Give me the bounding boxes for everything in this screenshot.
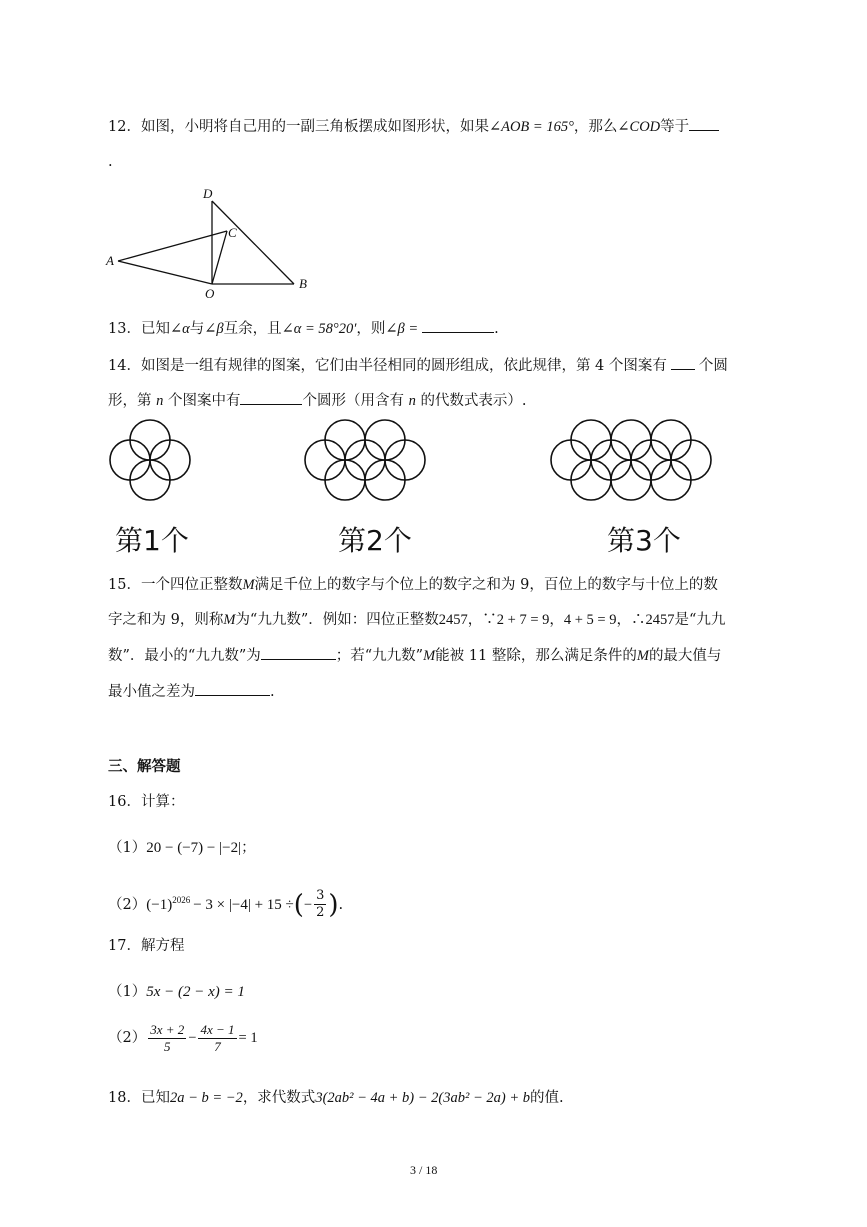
q15-text-i: 的最大值与 [648, 648, 722, 664]
q12-text [108, 116, 719, 137]
q13-text [108, 318, 499, 339]
q15-example-number2: 2457 [645, 612, 675, 628]
pattern3-circle [671, 440, 711, 480]
q17-frac1 [148, 1022, 186, 1055]
q16-expr2-end: . [338, 896, 344, 913]
q14-line2-mid2: 个圆形（用含有 [302, 393, 404, 409]
q14-line2-text: 形，第 [108, 393, 152, 409]
q13-label: 13．已知 [108, 321, 170, 337]
q17-frac1-den: 5 [164, 1038, 171, 1054]
pattern1-circle [130, 420, 170, 460]
q12-tail: 等于 [660, 119, 690, 135]
q17-part2: （2） $\frac{3x + 2}{5}$ − $\frac{4x - 1}{7}$ = 1 [108, 1021, 258, 1054]
q15-line2 [108, 610, 725, 630]
section-title: 三、解答题 [108, 758, 181, 775]
q16-part2: $(2)(-1)^{2026} - 3 \times |-4| + 15$ ÷(− $\frac{3}{2}$ ). [108, 888, 344, 921]
q17-frac2-den: 7 [214, 1038, 221, 1054]
q15-comma2: ， [549, 612, 564, 628]
q13-answer-blank [422, 318, 494, 333]
q16-fraction [314, 888, 326, 921]
q15-comma: ， [467, 612, 483, 628]
q16-expr2-exp: 2026 [172, 895, 191, 905]
pattern3-circle [651, 460, 691, 500]
q18-tail: 的值. [530, 1090, 564, 1106]
q17-expr1: 5x − (2 − x) = 1 [146, 984, 245, 1000]
q15-text-g: ；若“九九数” [335, 648, 424, 664]
pattern1-circle [130, 460, 170, 500]
q18-text [108, 1088, 564, 1108]
pattern3-circle [571, 460, 611, 500]
pattern2-circle [365, 460, 405, 500]
q16-expr1-end: ； [241, 840, 256, 856]
pattern3-circle [571, 420, 611, 460]
q14-line1 [108, 355, 728, 376]
triangle-figure [100, 185, 320, 305]
point-b-label: B [299, 276, 307, 291]
q13-ask: ∠β = [385, 321, 419, 337]
q13-alpha: ∠α [169, 321, 190, 337]
q16-expr2-base: (−1) [146, 896, 173, 913]
q16-part1 [108, 838, 256, 858]
pattern2-circle [345, 440, 385, 480]
q14-n-var2: n [408, 393, 416, 409]
pattern2-circle [305, 440, 345, 480]
q16-frac-den: 2 [316, 905, 325, 921]
q15-line4 [108, 681, 275, 702]
q16-frac-num: 3 [316, 888, 325, 904]
q14-line1-text: 14．如图是一组有规律的图案，它们由半径相同的圆形组成，依此规律，第 4 个图案有 [108, 358, 667, 374]
q17-rhs: = 1 [238, 1030, 258, 1046]
q15-text-c: 字之和为 9，则称 [108, 612, 224, 628]
q17-frac2-num: 4x − 1 [200, 1021, 235, 1037]
q16-label: 16．计算： [108, 794, 185, 810]
pattern2-circle [325, 460, 365, 500]
q14-line2-mid: 个图案中有 [167, 393, 241, 409]
q17-part1 [108, 982, 245, 1002]
q16-paren-left: ( [293, 889, 304, 920]
q14-n-var: n [156, 393, 164, 409]
pattern3-circle [611, 460, 651, 500]
q13-relation: 互余，且 [223, 321, 282, 337]
q17-frac1-num: 3x + 2 [150, 1021, 185, 1037]
q16-expr1: 20 − (−7) − |−2| [146, 840, 242, 856]
line-ao [118, 261, 212, 284]
q18-expression: 3(2ab² − 4a + b) − 2(3ab² − 2a) + b [315, 1090, 530, 1106]
pattern3-circle [551, 440, 591, 480]
q13-with: 与 [189, 321, 205, 337]
q15-text-a: 15．一个四位正整数 [108, 577, 243, 593]
q15-dot: . [270, 684, 275, 700]
q15-eq2: 4 + 5 = 9 [563, 612, 617, 628]
pattern3-circle [591, 440, 631, 480]
q12-condition: ∠AOB = 165° [488, 119, 574, 135]
q12-answer-blank [689, 116, 719, 131]
q16-paren-right: ) [328, 889, 339, 920]
q13-beta: ∠β [204, 321, 224, 337]
q15-m-var2: M [223, 612, 236, 628]
point-a-label: A [106, 253, 114, 268]
q15-because: ∵ [482, 612, 497, 628]
q15-example-number: 2457 [438, 612, 468, 628]
q17-p1-label: （1） [108, 984, 147, 1000]
q15-text-b: 满足千位上的数字与个位上的数字之和为 9，百位上的数字与十位上的数 [254, 577, 718, 593]
q14-line2 [108, 390, 527, 411]
page-number: 3 / 18 [410, 1163, 438, 1177]
q17-p2-label: （2） [108, 1030, 147, 1046]
q15-blank1 [261, 645, 336, 660]
caption-1: 第1个 [115, 524, 189, 557]
q15-text-f: 数”．最小的“九九数”为 [108, 648, 261, 664]
q15-comma3: ， [616, 612, 631, 628]
caption-3: 第3个 [607, 524, 681, 557]
q15-text-e: 是“九九 [674, 612, 726, 628]
q13-condition: ∠α = 58°20′ [281, 321, 357, 337]
pattern2-circle [325, 420, 365, 460]
pattern2-circle [385, 440, 425, 480]
q18-mid: ，求代数式 [242, 1090, 316, 1106]
pattern2-circle [365, 420, 405, 460]
circle-pattern-figure [100, 420, 740, 520]
q16-p2-label: （2） [108, 896, 147, 913]
pattern3-circle [631, 440, 671, 480]
q15-text-h: 能被 11 整除，那么满足条件的 [435, 648, 637, 664]
line-co [212, 231, 227, 284]
pattern1-circle [110, 440, 150, 480]
q15-m-var4: M [636, 648, 649, 664]
q12-label: 12．如图，小明将自己用的一副三角板摆成如图形状，如果 [108, 119, 489, 135]
point-d-label: D [203, 186, 213, 201]
q15-therefore: ∴ [630, 612, 646, 628]
q12-ask: ∠COD [617, 119, 661, 135]
q15-text-d: 为“九九数”．例如：四位正整数 [235, 612, 439, 628]
point-o-label: O [205, 286, 215, 301]
q14-blank1 [671, 355, 695, 370]
q15-m-var3: M [423, 648, 436, 664]
q14-line2-tail: 的代数式表示）. [420, 393, 527, 409]
q14-blank2 [240, 390, 302, 405]
q17-label: 17．解方程 [108, 938, 185, 954]
q15-blank2 [195, 681, 270, 696]
q18-label: 18．已知 [108, 1090, 170, 1106]
q16-p1-label: （1） [108, 840, 147, 856]
q13-then: ，则 [356, 321, 386, 337]
q15-line3 [108, 645, 721, 666]
q12-dot: . [108, 154, 113, 170]
pattern3-circle [651, 420, 691, 460]
line-ac [118, 231, 227, 261]
q18-condition: 2a − b = −2 [169, 1090, 243, 1106]
q12-mid: ，那么 [573, 119, 618, 135]
caption-2: 第2个 [338, 524, 412, 557]
q15-m-var: M [242, 577, 255, 593]
pattern3-circle [611, 420, 651, 460]
q15-eq1: 2 + 7 = 9 [496, 612, 550, 628]
pattern1-circle [150, 440, 190, 480]
q17-frac2 [198, 1022, 236, 1055]
q15-text-j: 最小值之差为 [108, 684, 195, 700]
point-c-label: C [228, 225, 237, 240]
q16-expr2-rest: − 3 × |−4| + 15 ÷ [193, 896, 294, 913]
q13-dot: . [494, 321, 499, 337]
q15-line1 [108, 575, 718, 595]
q14-line1-tail: 个圆 [698, 358, 728, 374]
